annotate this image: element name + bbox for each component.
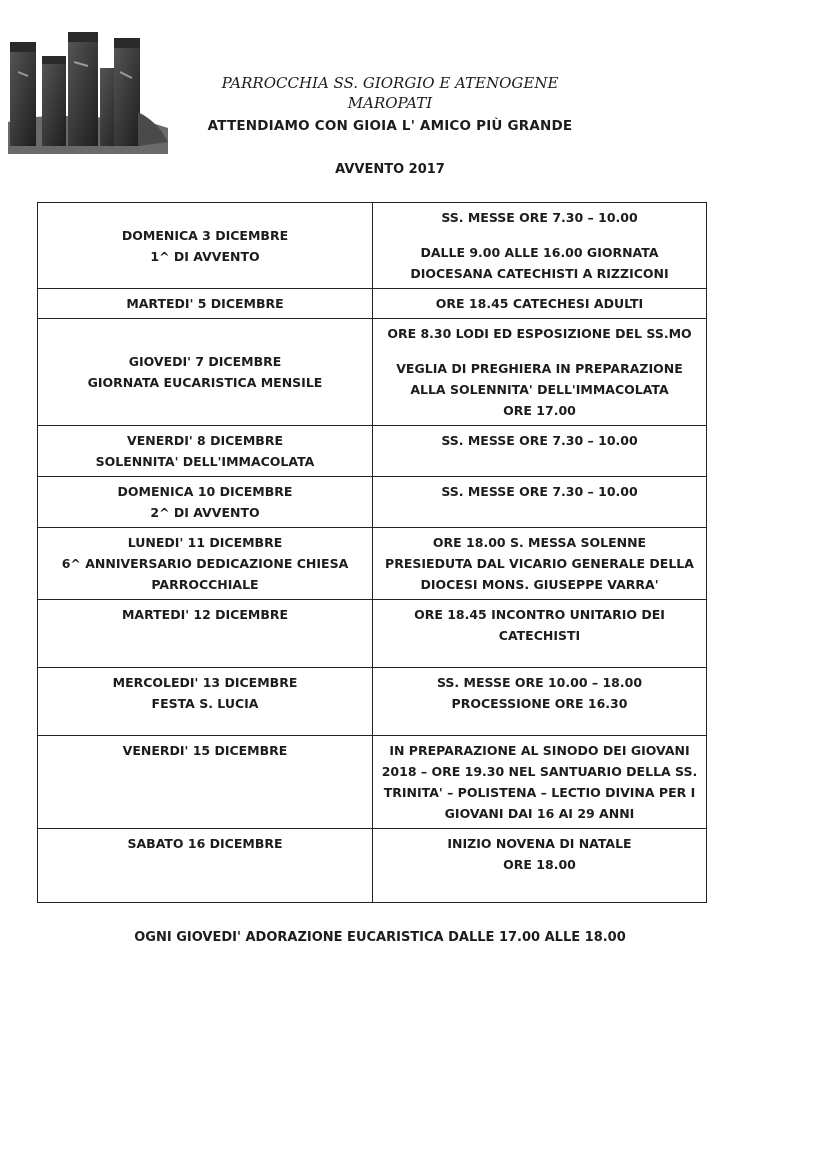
event-cell [373, 668, 707, 736]
event-line: GIOVANI DAI 16 AI 29 ANNI [444, 806, 635, 821]
day-line: VENERDI' 15 DICEMBRE [122, 743, 288, 758]
table-row [38, 668, 707, 736]
day-line: MERCOLEDI' 13 DICEMBRE [112, 675, 298, 690]
day-line: VENERDI' 8 DICEMBRE [127, 433, 283, 448]
event-cell [373, 736, 707, 829]
town-name: MAROPATI [347, 94, 433, 112]
table-row [38, 600, 707, 668]
table-row [38, 736, 707, 829]
day-cell [38, 477, 373, 528]
day-line: SOLENNITA' DELL'IMMACOLATA [95, 454, 315, 469]
day-line: PARROCCHIALE [151, 577, 259, 592]
event-cell [373, 426, 707, 477]
event-line: DIOCESANA CATECHISTI A RIZZICONI [410, 266, 669, 281]
event-cell [373, 600, 707, 668]
table-row [38, 319, 707, 426]
motto: ATTENDIAMO CON GIOIA L' AMICO PIÙ GRANDE [207, 118, 573, 134]
footer-note: OGNI GIOVEDI' ADORAZIONE EUCARISTICA DALLE 17.00 ALLE 18.00 [134, 930, 626, 945]
event-line: DALLE 9.00 ALLE 16.00 GIORNATA [420, 245, 659, 260]
day-cell [38, 600, 373, 668]
day-line: DOMENICA 10 DICEMBRE [117, 484, 293, 499]
day-line: DOMENICA 3 DICEMBRE [121, 227, 289, 243]
schedule-table [37, 202, 707, 903]
day-line: GIOVEDI' 7 DICEMBRE [128, 354, 282, 369]
day-cell [38, 829, 373, 903]
event-line: IN PREPARAZIONE AL SINODO DEI GIOVANI [389, 743, 690, 758]
event-line: VEGLIA DI PREGHIERA IN PREPARAZIONE [396, 361, 683, 376]
event-cell [373, 203, 707, 289]
day-cell [38, 426, 373, 477]
day-cell [38, 319, 373, 426]
day-line: LUNEDI' 11 DICEMBRE [127, 535, 283, 550]
day-line: 2^ DI AVVENTO [150, 505, 260, 520]
event-line: INIZIO NOVENA DI NATALE [447, 836, 632, 851]
table-row [38, 477, 707, 528]
event-line: PRESIEDUTA DAL VICARIO GENERALE DELLA [385, 556, 694, 571]
table-row [38, 289, 707, 319]
event-line: DIOCESI MONS. GIUSEPPE VARRA' [420, 577, 659, 592]
table-row [38, 426, 707, 477]
event-line: ALLA SOLENNITA' DELL'IMMACOLATA [410, 382, 669, 397]
event-line: ORE 18.45 INCONTRO UNITARIO DEI [414, 607, 665, 622]
day-line: GIORNATA EUCARISTICA MENSILE [87, 375, 323, 390]
day-line: MARTEDI' 5 DICEMBRE [126, 296, 284, 311]
day-line: 1^ DI AVVENTO [150, 248, 260, 264]
castle-towers-logo [8, 32, 168, 154]
event-line: ORE 18.45 CATECHESI ADULTI [435, 296, 644, 311]
day-cell [38, 528, 373, 600]
event-line: SS. MESSE ORE 10.00 – 18.00 [436, 675, 643, 690]
event-cell [373, 477, 707, 528]
event-line: 2018 – ORE 19.30 NEL SANTUARIO DELLA SS. [381, 764, 698, 779]
event-line: PROCESSIONE ORE 16.30 [451, 696, 628, 711]
day-cell [38, 736, 373, 829]
event-line: SS. MESSE ORE 7.30 – 10.00 [441, 484, 638, 499]
day-line: MARTEDI' 12 DICEMBRE [121, 607, 289, 622]
event-cell [373, 319, 707, 426]
event-line: TRINITA' – POLISTENA – LECTIO DIVINA PER I [383, 785, 696, 800]
event-line: ORE 18.00 [503, 857, 576, 872]
event-cell [373, 528, 707, 600]
event-line: ORE 8.30 LODI ED ESPOSIZIONE DEL SS.MO [387, 326, 692, 341]
season-title: AVVENTO 2017 [335, 162, 445, 177]
day-line: 6^ ANNIVERSARIO DEDICAZIONE CHIESA [61, 556, 349, 571]
table-row [38, 203, 707, 289]
day-line: SABATO 16 DICEMBRE [127, 836, 283, 851]
table-row [38, 528, 707, 600]
day-line: FESTA S. LUCIA [151, 696, 259, 711]
event-cell [373, 289, 707, 319]
event-cell [373, 829, 707, 903]
day-cell [38, 668, 373, 736]
event-line: SS. MESSE ORE 7.30 – 10.00 [441, 433, 638, 448]
table-row [38, 829, 707, 903]
event-line: CATECHISTI [498, 628, 581, 643]
day-cell [38, 203, 373, 289]
event-line: SS. MESSE ORE 7.30 – 10.00 [441, 210, 638, 225]
event-line: ORE 17.00 [503, 403, 576, 418]
day-cell [38, 289, 373, 319]
parish-name: PARROCCHIA SS. GIORGIO E ATENOGENE [221, 74, 559, 92]
event-line: ORE 18.00 S. MESSA SOLENNE [432, 535, 647, 550]
